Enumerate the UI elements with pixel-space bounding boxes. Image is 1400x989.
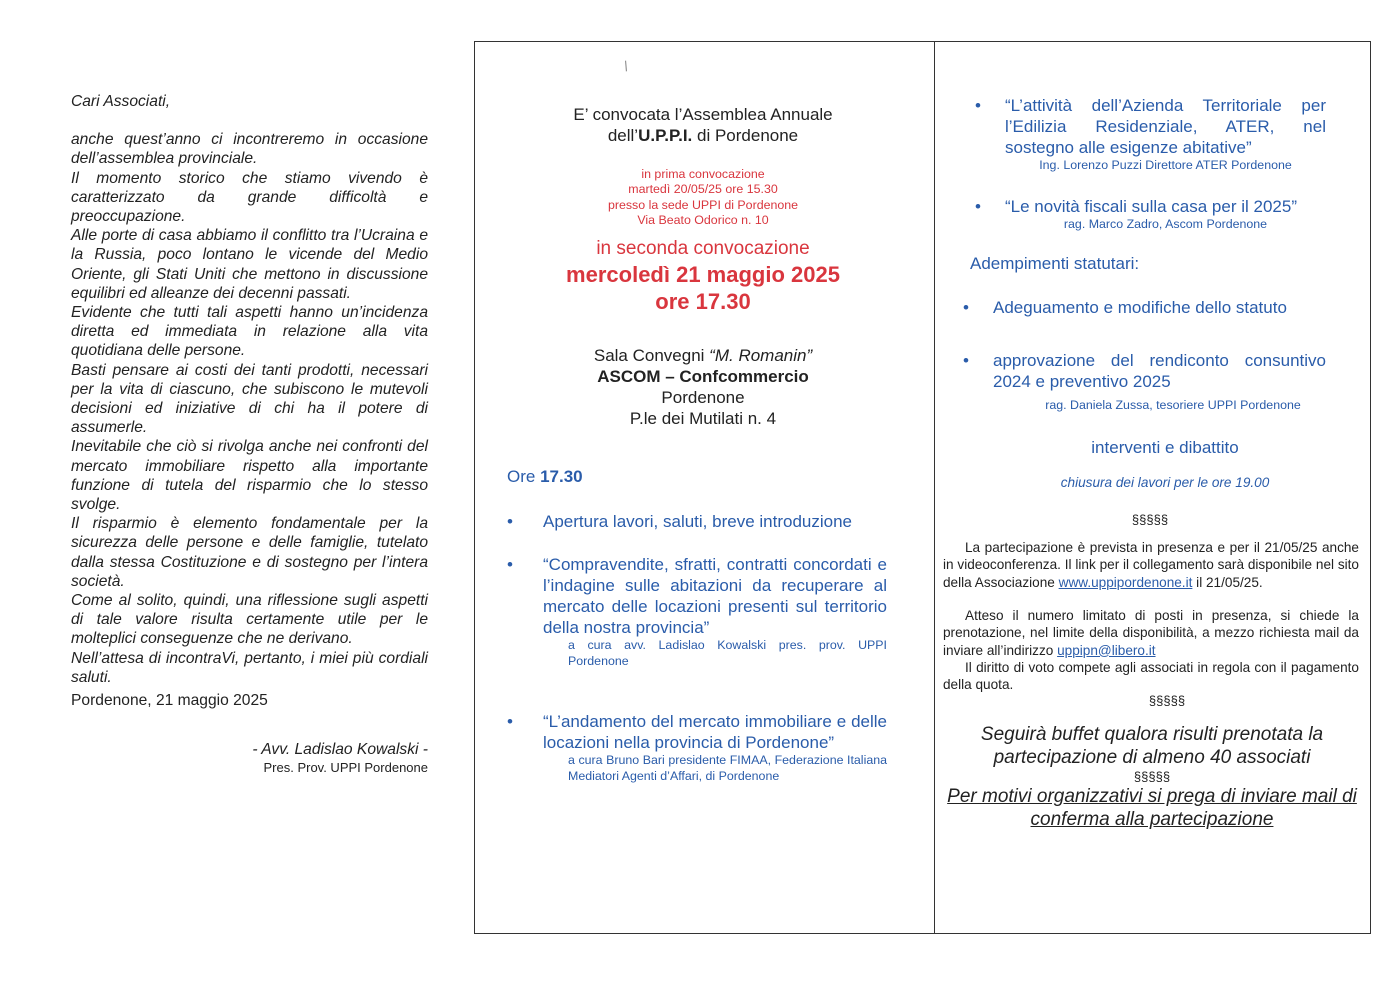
first-convocation-line: in prima convocazione <box>641 167 765 181</box>
bullet-icon: • <box>507 555 513 574</box>
section-separator: §§§§§ <box>1148 693 1186 708</box>
section-separator: §§§§§ <box>1133 769 1171 784</box>
bullet-icon: • <box>975 96 981 115</box>
first-convocation <box>560 167 846 229</box>
agenda-time-value: 17.30 <box>540 467 583 486</box>
letter-paragraph: Inevitabile che ciò si rivolga anche nei confronti del mercato immobiliare rispetto alla importante funzione di tutela del risparmio che lo stesso svolge. <box>71 438 428 514</box>
closing-time: chiusura dei lavori per le ore 19.00 <box>1060 475 1270 490</box>
bullet-icon: • <box>507 712 513 731</box>
venue-city: Pordenone <box>661 388 745 407</box>
first-convocation-line: Via Beato Odorico n. 10 <box>637 213 769 228</box>
bullet-icon: • <box>963 351 969 370</box>
letter-signature: - Avv. Ladislao Kowalski - <box>252 741 428 759</box>
bullet-icon: • <box>975 197 981 216</box>
agenda-item-text: “L’attività dell’Azienda Territoriale per l’Edilizia Residenziale, ATER, nel sostegno alle esigenze abitative” <box>1005 96 1326 157</box>
statutory-item-text: approvazione del rendiconto consuntivo 2024 e preventivo 2025 <box>993 351 1326 391</box>
agenda-item <box>507 511 887 532</box>
statutory-item-speaker: rag. Daniela Zussa, tesoriere UPPI Pordenone <box>1045 398 1301 412</box>
info-voting <box>943 659 1359 694</box>
letter-paragraph: Il risparmio è elemento fondamentale per la sicurezza delle persone e delle famiglie, tutelato dalla stessa Costituzione e di sostegno per l’intera società. <box>71 515 428 590</box>
convocation-line2-pre: dell’ <box>607 126 639 145</box>
venue-org: ASCOM – Confcommercio <box>597 367 809 386</box>
second-convocation-label: in seconda convocazione <box>596 238 810 259</box>
letter-date: Pordenone, 21 maggio 2025 <box>71 692 268 710</box>
agenda-item-speaker: a cura Bruno Bari presidente FIMAA, Federazione Italiana Mediatori Agenti d’Affari, di Pordenone <box>568 753 887 783</box>
second-convocation-time: ore 17.30 <box>655 289 751 314</box>
interventions-label: interventi e dibattito <box>1091 438 1239 457</box>
venue-address: P.le dei Mutilati n. 4 <box>629 409 777 428</box>
buffet-notice: Seguirà buffet qualora risulti prenotata la partecipazione di almeno 40 associati <box>980 724 1324 768</box>
bullet-icon: • <box>963 298 969 317</box>
info-participation-text: La partecipazione è prevista in presenza e per il 21/05/25 anche in videoconferenza. Il link per il collegamento sarà disponibile nel sito della Associazione <box>943 540 1359 590</box>
info-booking-text: Atteso il numero limitato di posti in presenza, si chiede la prenotazione, nel limite della disponibilità, a mezzo richiesta mail da inviare all’indirizzo <box>943 608 1359 658</box>
letter-signature-role: Pres. Prov. UPPI Pordenone <box>263 759 428 775</box>
letter-paragraph: Nell’attesa di incontraVi, pertanto, i miei più cordiali saluti. <box>71 649 428 686</box>
statutory-heading: Adempimenti statutari: <box>970 254 1140 273</box>
letter-paragraph: Come al solito, quindi, una riflessione sugli aspetti di tale valore risulta certamente utile per le molteplici conseguenze che ne derivano. <box>71 592 428 648</box>
scan-mark: / <box>621 57 631 75</box>
second-convocation-date: mercoledì 21 maggio 2025 <box>566 262 840 287</box>
agenda-item-text: “Compravendite, sfratti, contratti concordati e l’indagine sulle abitazioni da recuperare al mercato delle locazioni presenti sul territorio della nostra provincia” <box>543 555 887 637</box>
statutory-item <box>960 297 1326 318</box>
convocation-line1: E’ convocata l’Assemblea Annuale <box>573 105 833 124</box>
letter-paragraph: Alle porte di casa abbiamo il conflitto tra l’Ucraina e la Russia, poco lontano le vicende del Medio Oriente, gli Stati Uniti che mettono in discussione equilibri ed alleanze dei decenni passati. <box>71 227 428 302</box>
info-booking <box>943 607 1359 659</box>
website-link[interactable]: www.uppipordenone.it <box>1058 574 1193 590</box>
letter-paragraph: Evidente che tutti tali aspetti hanno un’incidenza diretta ed immediata in relazione alla vita quotidiana delle persone. <box>71 304 428 360</box>
statutory-item-text: Adeguamento e modifiche dello statuto <box>993 298 1287 317</box>
letter <box>71 92 428 776</box>
email-link[interactable]: uppipn@libero.it <box>1057 642 1156 658</box>
letter-greeting: Cari Associati, <box>71 93 171 110</box>
convocation-line2-post: di Pordenone <box>692 126 799 145</box>
info-participation <box>943 539 1359 591</box>
convocation-heading <box>520 104 886 146</box>
info-participation-tail: il 21/05/25. <box>1192 574 1263 590</box>
convocation-line2 <box>520 125 886 146</box>
agenda-item-speaker: rag. Marco Zadro, Ascom Pordenone <box>1063 217 1268 231</box>
first-convocation-line: presso la sede UPPI di Pordenone <box>607 197 799 212</box>
venue <box>520 345 886 429</box>
venue-hall-name: “M. Romanin” <box>709 346 813 365</box>
venue-hall <box>520 345 886 366</box>
agenda-item-speaker: Ing. Lorenzo Puzzi Direttore ATER Pordenone <box>1039 158 1292 172</box>
agenda-item <box>960 196 1326 232</box>
agenda-item <box>960 95 1326 173</box>
letter-paragraph: Basti pensare ai costi dei tanti prodotti, necessari per la vita di ciascuno, che subiscono le mutevoli decisioni ed iniziative di chi ha il potere di assumerle. <box>71 361 428 437</box>
letter-paragraph: anche quest’anno ci incontreremo in occasione dell’assemblea provinciale. <box>71 131 428 168</box>
agenda-item <box>507 711 887 784</box>
second-convocation-datetime <box>520 261 886 315</box>
agenda-item-text: “Le novità fiscali sulla casa per il 2025” <box>1005 197 1297 216</box>
first-convocation-line: martedì 20/05/25 ore 15.30 <box>628 182 778 197</box>
confirmation-notice: Per motivi organizzativi si prega di inviare mail di conferma alla partecipazione <box>947 786 1357 830</box>
statutory-item <box>960 350 1326 413</box>
column-divider <box>934 41 935 934</box>
agenda-time <box>507 467 583 487</box>
agenda-time-label: Ore <box>507 467 541 486</box>
letter-paragraph: Il momento storico che stiamo vivendo è caratterizzato da grande difficoltà e preoccupazione. <box>71 169 428 226</box>
venue-hall-label: Sala Convegni <box>593 346 710 365</box>
uppi-acronym: U.P.P.I. <box>638 126 693 145</box>
section-separator: §§§§§ <box>1131 512 1169 527</box>
info-voting-text: Il diritto di voto compete agli associati in regola con il pagamento della quota. <box>943 660 1359 693</box>
agenda-item <box>507 554 887 669</box>
bullet-icon: • <box>507 512 513 531</box>
agenda-item-text: Apertura lavori, saluti, breve introduzione <box>543 512 852 531</box>
agenda-item-speaker: a cura avv. Ladislao Kowalski pres. prov. UPPI Pordenone <box>568 638 887 668</box>
agenda-item-text: “L’andamento del mercato immobiliare e delle locazioni nella provincia di Pordenone” <box>543 712 887 752</box>
